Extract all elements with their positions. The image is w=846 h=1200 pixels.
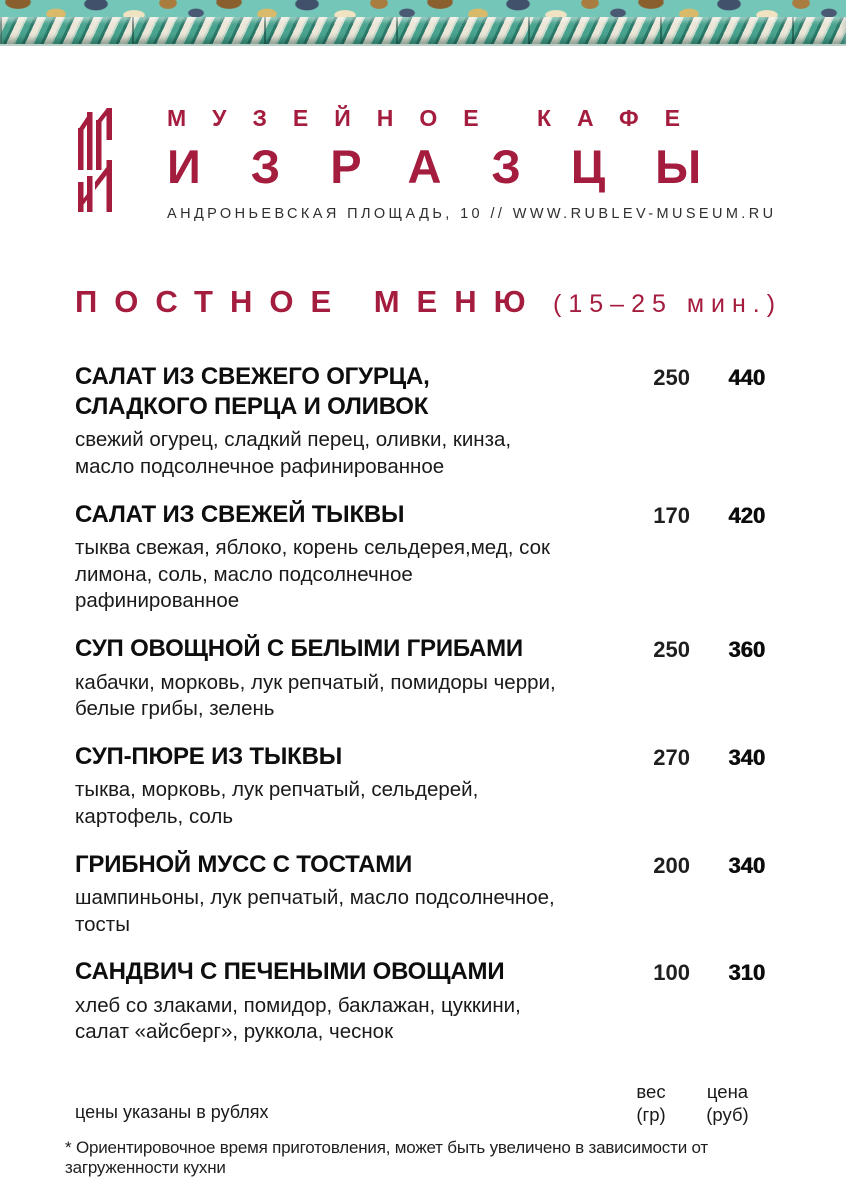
dish-text-block — [75, 957, 612, 1046]
menu-item — [75, 362, 765, 481]
menu-section-title-row — [75, 283, 783, 320]
header-text-block — [167, 104, 776, 222]
weight-unit-label: (гр) — [636, 1104, 666, 1126]
dish-weight: 100 — [653, 960, 690, 986]
dish-weight: 200 — [653, 852, 690, 878]
preparation-time-disclaimer: * Ориентировочное время приготовления, может быть увеличено в зависимости от загруженности кухни — [65, 1138, 708, 1178]
dish-price: 340 — [728, 744, 765, 770]
cafe-logo-icon — [75, 104, 123, 222]
cafe-address: АНДРОНЬЕВСКАЯ ПЛОЩАДЬ, 10 // WWW.RUBLEV-MUSEUM.RU — [167, 206, 777, 222]
dish-weight: 170 — [653, 502, 690, 528]
dish-price: 310 — [728, 960, 765, 986]
weight-column-header — [612, 1080, 690, 1126]
cafe-header — [75, 104, 777, 222]
cafe-name: ИЗРАЗЦЫ — [167, 140, 752, 193]
dish-name: СУП-ПЮРЕ ИЗ ТЫКВЫ — [75, 742, 343, 770]
dish-name: САЛАТ ИЗ СВЕЖЕЙ ТЫКВЫ — [75, 500, 405, 528]
menu-item — [75, 957, 765, 1046]
dish-ingredients: кабачки, морковь, лук репчатый, помидоры черри, белые грибы, зелень — [75, 670, 556, 721]
weight-header-label: вес — [636, 1081, 666, 1103]
dish-text-block — [75, 850, 612, 939]
dish-price: 420 — [728, 502, 765, 528]
footer-columns-row — [75, 1080, 765, 1126]
tile-border-decoration — [0, 0, 846, 46]
dish-ingredients: тыква свежая, яблоко, корень сельдерея,мед, сок лимона, соль, масло подсолнечное рафинированное — [75, 536, 550, 613]
dish-text-block — [75, 500, 612, 615]
cafe-type-label: МУЗЕЙНОЕ КАФЕ — [167, 105, 707, 131]
dish-name: САНДВИЧ С ПЕЧЕНЫМИ ОВОЩАМИ — [75, 958, 505, 986]
dish-text-block — [75, 742, 612, 831]
dish-name: СУП ОВОЩНОЙ С БЕЛЫМИ ГРИБАМИ — [75, 635, 523, 663]
menu-items-list — [75, 362, 765, 1047]
price-column-header — [690, 1080, 765, 1126]
dish-ingredients: хлеб со злаками, помидор, баклажан, цуккини, салат «айсберг», руккола, чеснок — [75, 993, 521, 1044]
menu-item — [75, 634, 765, 723]
dish-name: ГРИБНОЙ МУСС С ТОСТАМИ — [75, 850, 413, 878]
dish-price: 440 — [728, 364, 765, 390]
dish-text-block — [75, 362, 612, 481]
rope-tile-strip — [0, 17, 846, 46]
dish-ingredients: тыква, морковь, лук репчатый, сельдерей, картофель, соль — [75, 778, 479, 828]
dish-name: САЛАТ ИЗ СВЕЖЕГО ОГУРЦА, СЛАДКОГО ПЕРЦА И ОЛИВОК — [75, 362, 430, 420]
menu-item — [75, 500, 765, 615]
menu-section-title: ПОСТНОЕ МЕНЮ — [75, 283, 543, 319]
dish-price: 340 — [728, 852, 765, 878]
price-unit-label: (руб) — [706, 1104, 749, 1126]
menu-item — [75, 850, 765, 939]
dish-weight: 250 — [653, 364, 690, 390]
menu-footer — [65, 1080, 765, 1178]
dish-ingredients: свежий огурец, сладкий перец, оливки, кинза, масло подсолнечное рафинированное — [75, 428, 512, 479]
dish-price: 360 — [728, 637, 765, 663]
dish-weight: 270 — [653, 744, 690, 770]
menu-time-note: (15–25 мин.) — [553, 289, 783, 318]
price-header-label: цена — [706, 1081, 749, 1103]
ornate-majolica-strip — [0, 0, 846, 17]
dish-weight: 250 — [653, 637, 690, 663]
menu-content — [0, 104, 846, 1178]
dish-text-block — [75, 634, 612, 723]
currency-note: цены указаны в рублях — [75, 1102, 269, 1123]
dish-ingredients: шампиньоны, лук репчатый, масло подсолнечное, тосты — [75, 886, 555, 936]
menu-item — [75, 742, 765, 831]
